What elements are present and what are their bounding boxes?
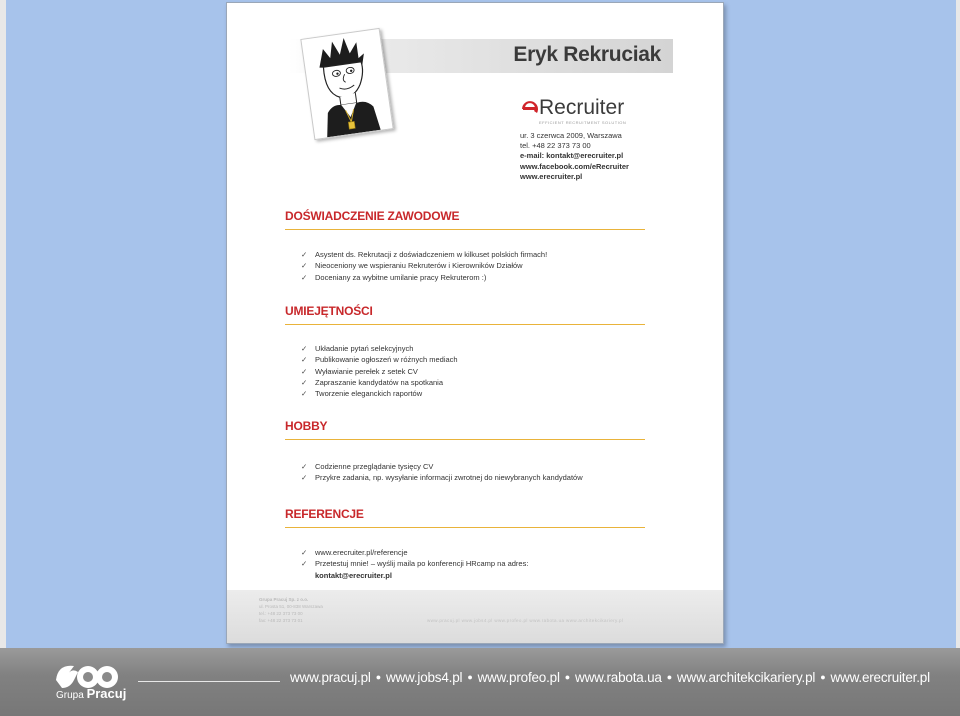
section-divider <box>285 229 645 230</box>
list-item: ✓ Tworzenie eleganckich raportów <box>301 389 423 399</box>
section-title-hobby: HOBBY <box>285 419 328 433</box>
logo-wordmark: Recruiter <box>539 96 625 119</box>
list-item: ✓ Przykre zadania, np. wysyłanie informacji zwrotnej do niewybranych kandydatów <box>301 473 583 483</box>
checkmark-icon: ✓ <box>301 272 308 282</box>
list-item <box>301 547 528 558</box>
erecruiter-logo <box>519 97 629 127</box>
checkmark-icon: ✓ <box>301 548 308 557</box>
email-label: e-mail: <box>520 151 547 161</box>
email-link[interactable]: kontakt@erecruiter.pl <box>546 151 624 161</box>
list-item: ✓ Publikowanie ogłoszeń w różnych mediach <box>301 355 458 365</box>
checkmark-icon: ✓ <box>301 250 308 259</box>
slide-edge-left <box>0 0 6 648</box>
logo-tagline: EFFICIENT RECRUITMENT SOLUTION <box>539 120 627 125</box>
section-divider <box>285 324 645 325</box>
references-link[interactable]: www.erecruiter.pl/referencje <box>315 548 408 557</box>
document-footer <box>227 590 723 643</box>
cartoon-man-icon <box>301 29 392 139</box>
hobby-list <box>301 461 583 484</box>
checkmark-icon: ✓ <box>301 473 308 483</box>
phone-line: tel. +48 22 373 73 00 <box>520 141 591 151</box>
skills-list <box>301 343 458 399</box>
bullet-separator: ● <box>564 672 571 682</box>
checkmark-icon: ✓ <box>301 462 308 471</box>
slide-edge-right <box>956 0 960 648</box>
website-link[interactable]: www.erecruiter.pl <box>520 171 583 181</box>
link-jobs4[interactable]: www.jobs4.pl <box>385 670 463 685</box>
checkmark-icon: ✓ <box>301 389 308 399</box>
footer-sites: www.pracuj.pl www.jobs4.pl www.profeo.pl www.rabota.ua www.architekcikariery.pl <box>427 618 624 623</box>
erecruiter-e-logo-icon <box>519 97 541 119</box>
checkmark-icon: ✓ <box>301 261 308 271</box>
facebook-link[interactable]: www.facebook.com/eRecruiter <box>520 161 629 171</box>
list-item: ✓ Asystent ds. Rekrutacji z doświadczeniem w kilkuset polskich firmach! <box>301 250 548 259</box>
section-divider <box>285 439 645 440</box>
bullet-separator: ● <box>820 672 826 682</box>
bullet-separator: ● <box>375 672 381 682</box>
link-pracuj[interactable]: www.pracuj.pl <box>290 670 371 685</box>
list-item: ✓ Układanie pytań selekcyjnych <box>301 344 414 353</box>
footer-company-block: Grupa Pracuj Sp. z o.o. ul. Prosta 51, 00-838 Warszawa tel.: +48 22 373 73 00 fax: +48 22 373 73 01 <box>259 597 323 623</box>
cartoon-photo <box>300 28 393 140</box>
list-item <box>301 570 528 581</box>
footer-links <box>290 670 930 685</box>
birth-line: ur. 3 czerwca 2009, Warszawa <box>520 131 622 140</box>
references-list <box>301 547 528 581</box>
section-title-references: REFERENCJE <box>285 507 364 521</box>
grupa-pracuj-wordmark: Grupa Pracuj <box>56 686 127 701</box>
checkmark-icon: ✓ <box>301 559 308 569</box>
checkmark-icon: ✓ <box>301 366 308 376</box>
email-line <box>520 151 629 161</box>
checkmark-icon: ✓ <box>301 377 308 387</box>
checkmark-icon: ✓ <box>301 344 308 353</box>
checkmark-icon: ✓ <box>301 355 308 365</box>
bullet-separator: ● <box>666 672 672 682</box>
list-item: ✓ Nieoceniony we wspieraniu Rekruterów i Kierowników Działów <box>301 261 523 271</box>
list-item: ✓ Przetestuj mnie! – wyślij maila po konferencji HRcamp na adres: <box>301 559 529 569</box>
contact-block <box>520 131 629 182</box>
list-item: ✓ Doceniany za wybitne umilanie pracy Rekruterom :) <box>301 272 487 282</box>
cv-document-page <box>226 2 724 644</box>
section-divider <box>285 527 645 528</box>
cv-name: Eryk Rekruciak <box>513 43 661 66</box>
link-rabota[interactable]: www.rabota.ua <box>575 670 662 685</box>
list-item: ✓ Zapraszanie kandydatów na spotkania <box>301 377 443 387</box>
bottom-brand-bar <box>0 648 960 716</box>
link-erecruiter[interactable]: www.erecruiter.pl <box>830 670 930 685</box>
section-title-experience: DOŚWIADCZENIE ZAWODOWE <box>285 209 460 223</box>
experience-list <box>301 249 547 283</box>
list-item: ✓ Codzienne przeglądanie tysięcy CV <box>301 462 434 471</box>
section-title-skills: UMIEJĘTNOŚCI <box>285 304 373 318</box>
list-item: ✓ Wyławianie perełek z setek CV <box>301 366 418 376</box>
bullet-separator: ● <box>467 672 473 682</box>
link-profeo[interactable]: www.profeo.pl <box>477 670 560 685</box>
references-email-link[interactable]: kontakt@erecruiter.pl <box>315 570 392 580</box>
footer-divider-line <box>138 681 280 682</box>
link-architekci[interactable]: www.architekcikariery.pl <box>676 670 816 685</box>
